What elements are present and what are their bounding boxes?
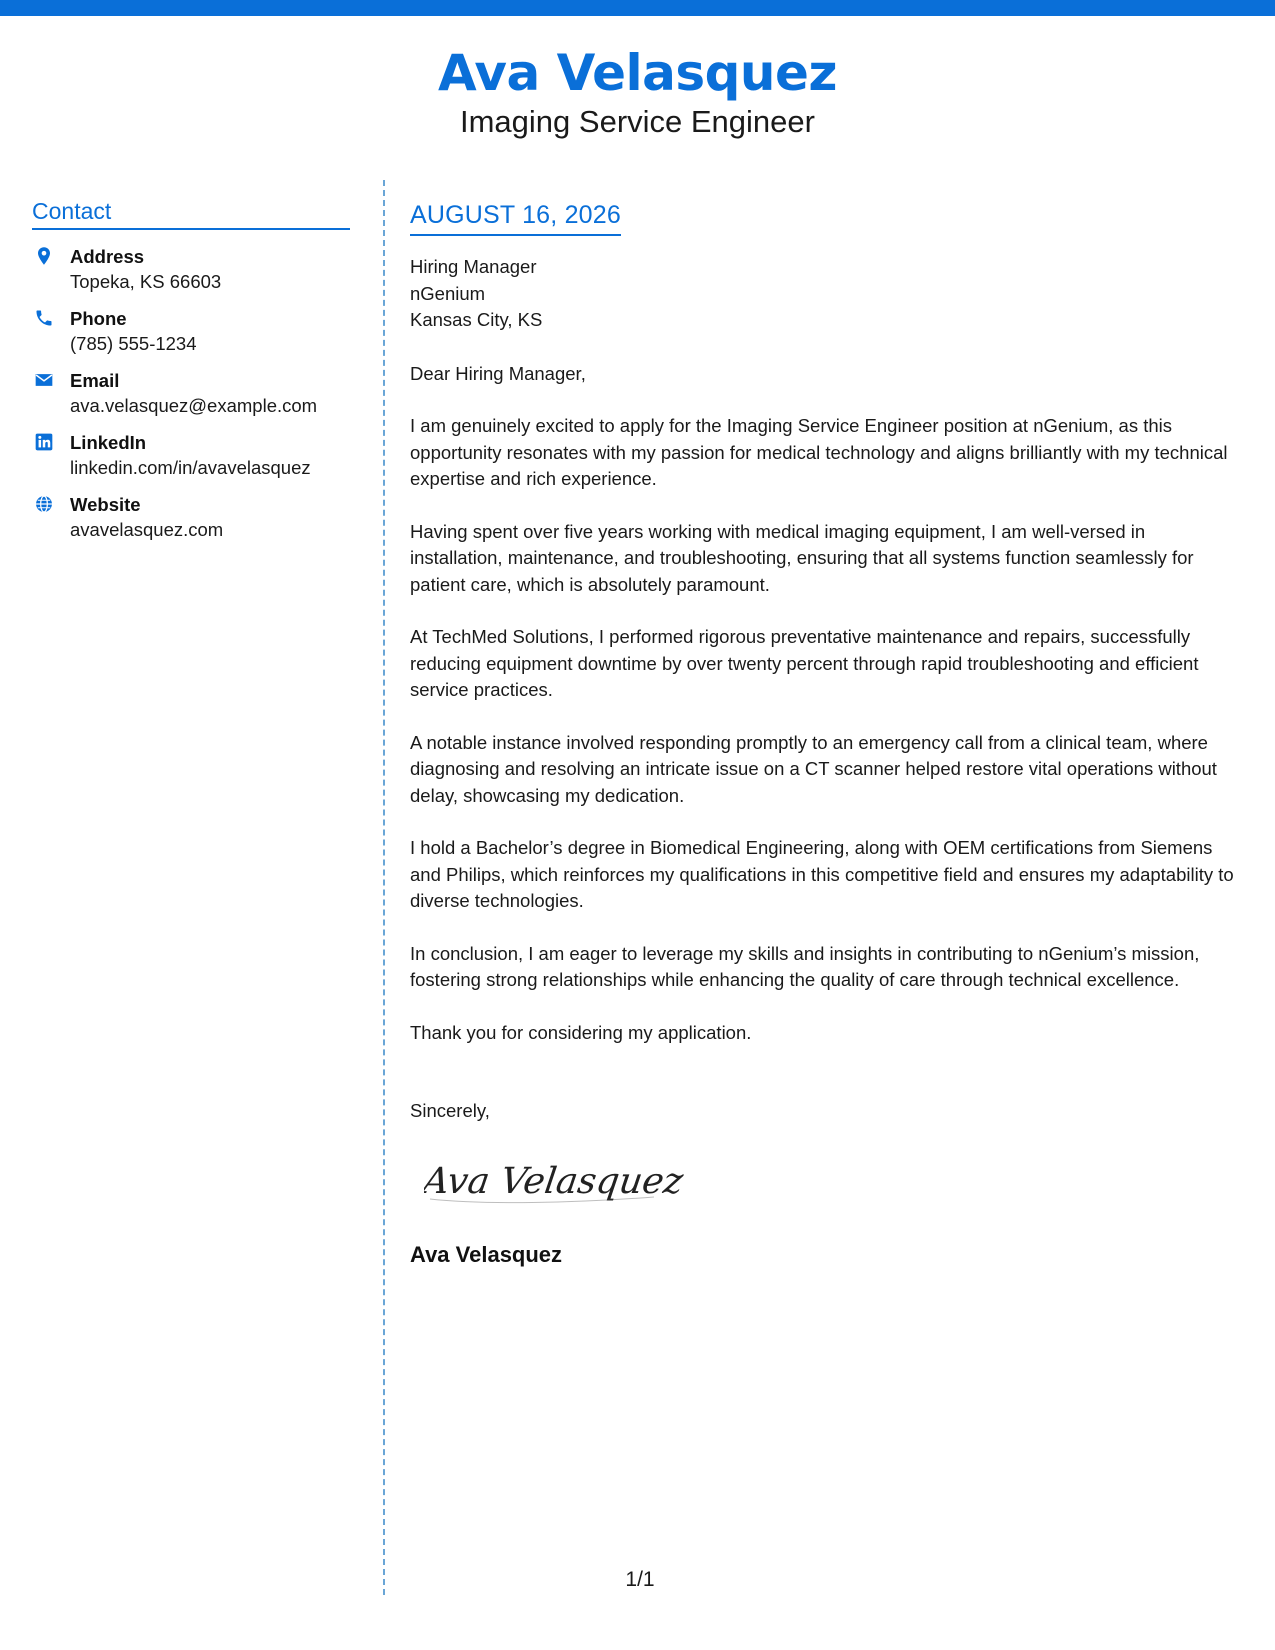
contact-phone-value: (785) 555-1234 — [70, 333, 197, 354]
globe-icon — [34, 494, 54, 514]
location-pin-icon — [34, 246, 54, 266]
body-paragraph: At TechMed Solutions, I performed rigorous preventative maintenance and repairs, successfully reducing equipment downtime by over twenty percent through rapid troubleshooting and efficient service practices. — [410, 626, 1199, 700]
contact-phone — [32, 306, 350, 356]
body-paragraph: In conclusion, I am eager to leverage my skills and insights in contributing to nGenium’s mission, fostering strong relationships while enhancing the quality of care through technical excellence. — [410, 942, 1200, 990]
contact-website-label: Website — [70, 494, 141, 515]
applicant-title: Imaging Service Engineer — [460, 104, 815, 139]
signature-text: Ava Velasquez — [424, 1158, 684, 1202]
contact-address-value: Topeka, KS 66603 — [70, 271, 222, 292]
recipient-line: nGenium — [410, 282, 486, 304]
envelope-icon — [34, 370, 54, 390]
contact-phone-label: Phone — [70, 308, 127, 329]
body-paragraph: I hold a Bachelor’s degree in Biomedical Engineering, along with OEM certifications from Siemens and Philips, which reinforces my qualifications in this competitive field and ensures my adaptability to diverse technologies. — [410, 837, 1234, 911]
contact-email-label: Email — [70, 370, 120, 391]
contact-address-label: Address — [70, 246, 145, 267]
closing: Sincerely, — [410, 1100, 490, 1121]
contact-sidebar — [32, 196, 350, 554]
contact-linkedin-label: LinkedIn — [70, 432, 147, 453]
contact-email-value[interactable]: ava.velasquez@example.com — [70, 395, 318, 416]
body-paragraph: A notable instance involved responding promptly to an emergency call from a clinical team, where diagnosing and resolving an intricate issue on a CT scanner helped restore vital operations without delay, showcasing my dedication. — [410, 731, 1217, 806]
letter-body — [410, 198, 1240, 1270]
contact-website — [32, 492, 350, 542]
signature-image — [424, 1147, 684, 1217]
page-number: 1/1 — [625, 1568, 655, 1591]
contact-linkedin — [32, 430, 350, 480]
letter-header — [0, 40, 1275, 142]
contact-address — [32, 244, 350, 294]
contact-website-value[interactable]: avavelasquez.com — [70, 519, 224, 540]
contact-linkedin-value[interactable]: linkedin.com/in/avavelasquez — [70, 457, 311, 478]
contact-email — [32, 368, 350, 418]
letter-date: AUGUST 16, 2026 — [410, 198, 621, 236]
applicant-name: Ava Velasquez — [437, 44, 838, 102]
body-paragraph: Having spent over five years working with medical imaging equipment, I am well-versed in installation, maintenance, and troubleshooting, ensuring that all systems function seamlessly for patient care, which is absolutely paramount. — [410, 520, 1194, 595]
salutation: Dear Hiring Manager, — [410, 362, 586, 384]
body-paragraph: Thank you for considering my application. — [410, 1021, 752, 1043]
column-divider — [383, 180, 385, 1595]
recipient-block — [410, 254, 1240, 334]
linkedin-icon — [34, 432, 54, 452]
recipient-line: Hiring Manager — [410, 256, 537, 277]
body-paragraph: I am genuinely excited to apply for the Imaging Service Engineer position at nGenium, as this opportunity resonates with my passion for medical technology and aligns brilliantly with my technical expertise and rich experience. — [410, 415, 1228, 489]
top-accent-bar — [0, 0, 1275, 16]
phone-icon — [34, 308, 54, 328]
contact-section-title: Contact — [32, 196, 350, 230]
recipient-line: Kansas City, KS — [410, 309, 543, 330]
signed-name: Ava Velasquez — [410, 1242, 563, 1267]
